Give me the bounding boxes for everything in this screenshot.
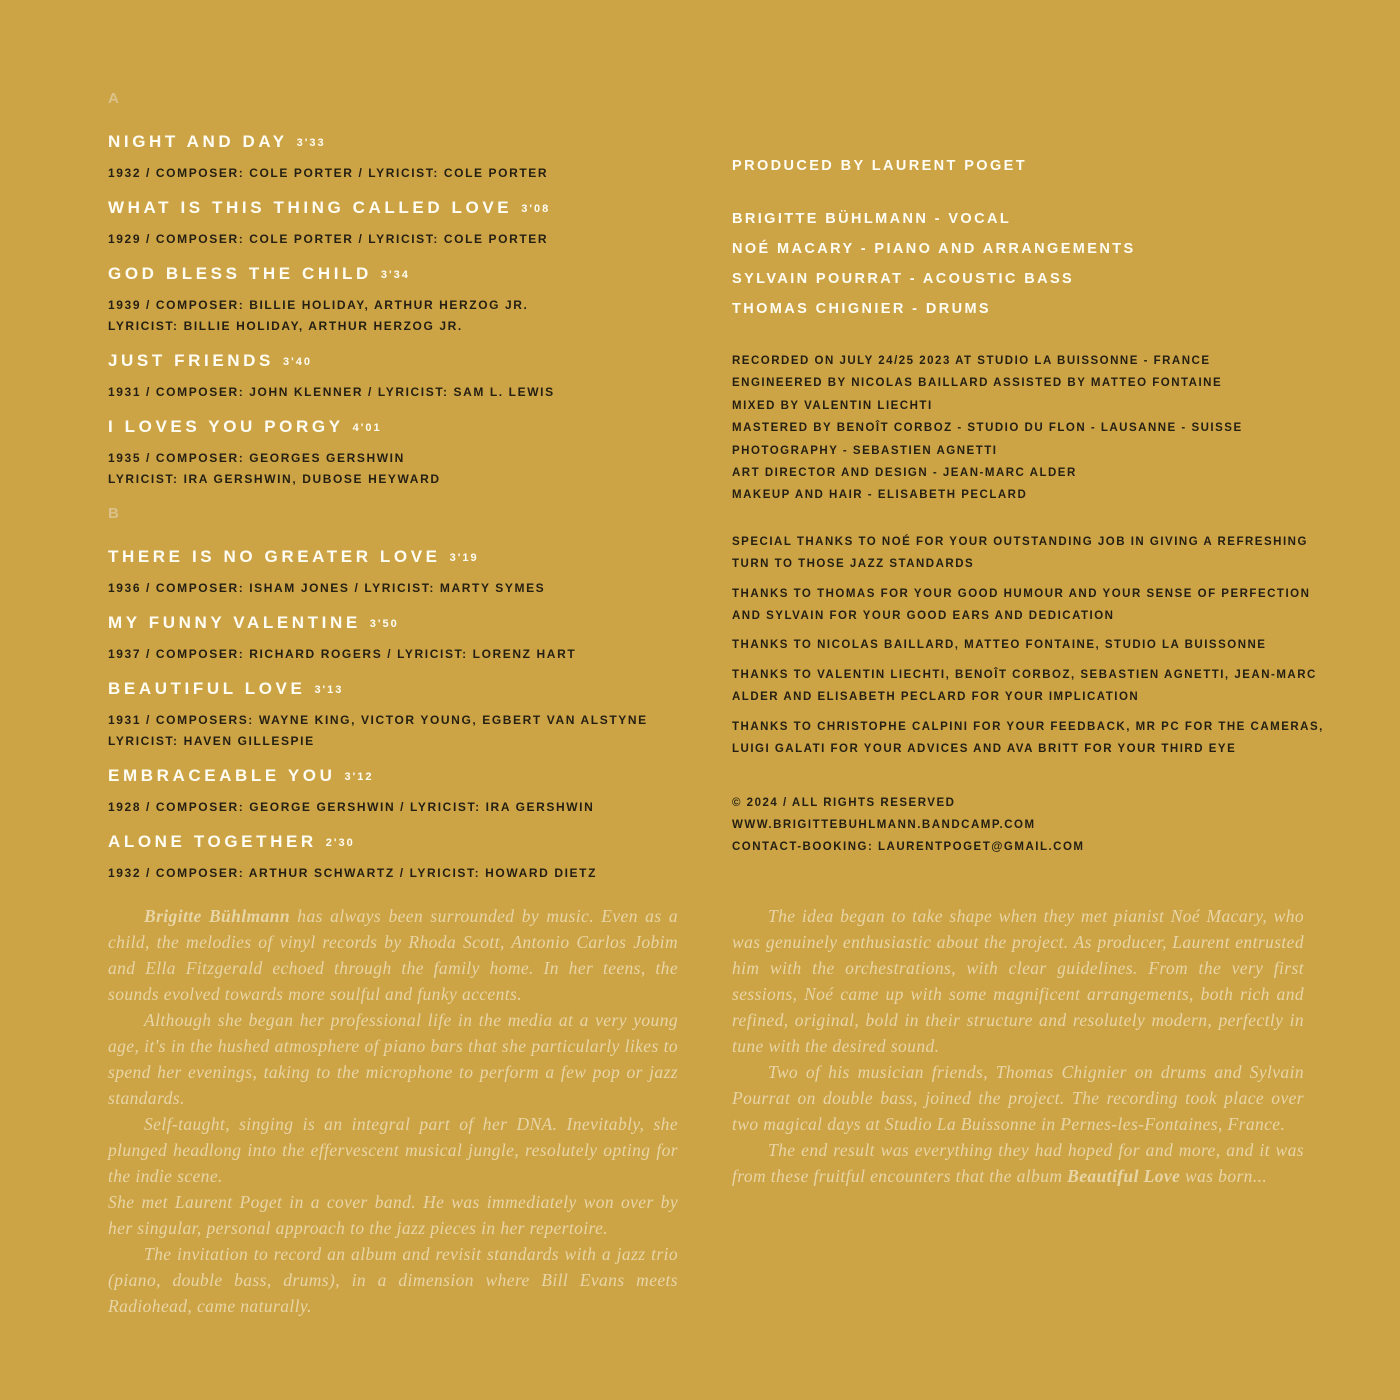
track-detail: 1936 / COMPOSER: ISHAM JONES / LYRICIST: MARTY SYMES	[108, 581, 546, 595]
thanks-section	[732, 531, 1332, 761]
side-a-label: A	[108, 90, 122, 107]
bio-text: has always been surrounded by music. Even as a child, the melodies of vinyl records by Rhoda Scott, Antonio Carlos Jobim and Ella Fitzgerald echoed through the family home. In her teens, the sounds evolved towards more soulful and funky accents.	[108, 906, 679, 1004]
bio-paragraph: The invitation to record an album and revisit standards with a jazz trio (piano, double bass, drums), in a dimension where Bill Evans meets Radiohead, came naturally.	[108, 1244, 678, 1316]
track-title	[108, 418, 693, 438]
thanks-paragraph: SPECIAL THANKS TO NOÉ FOR YOUR OUTSTANDING JOB IN GIVING A REFRESHING TURN TO THOSE JAZZ STANDARDS	[732, 535, 1308, 571]
website-line: WWW.BRIGITTEBUHLMANN.BANDCAMP.COM	[732, 818, 1036, 831]
production-credit-line: MASTERED BY BENOÎT CORBOZ - STUDIO DU FLON - LAUSANNE - SUISSE	[732, 422, 1243, 435]
track-item	[108, 548, 693, 599]
track-item	[108, 418, 693, 490]
artist-bio-right	[732, 903, 1304, 1189]
artist-bio-left	[108, 903, 678, 1319]
track-title-text: BEAUTIFUL LOVE	[108, 679, 306, 698]
legal-section	[732, 792, 1332, 859]
track-duration: 4'01	[352, 422, 382, 434]
credits	[732, 158, 1332, 859]
production-credit-line: ENGINEERED BY NICOLAS BAILLARD ASSISTED BY MATTEO FONTAINE	[732, 377, 1223, 390]
track-detail: 1931 / COMPOSER: JOHN KLENNER / LYRICIST: SAM L. LEWIS	[108, 385, 555, 399]
track-detail: 1928 / COMPOSER: GEORGE GERSHWIN / LYRICIST: IRA GERSHWIN	[108, 800, 595, 814]
side-b-label: B	[108, 505, 122, 522]
track-detail: 1935 / COMPOSER: GEORGES GERSHWIN	[108, 451, 405, 465]
track-item	[108, 199, 693, 250]
bio-text: was born...	[1180, 1166, 1268, 1186]
track-item	[108, 614, 693, 665]
track-detail: LYRICIST: HAVEN GILLESPIE	[108, 734, 315, 748]
bio-paragraph	[108, 903, 678, 1007]
track-title-text: THERE IS NO GREATER LOVE	[108, 547, 441, 566]
thanks-paragraph: THANKS TO VALENTIN LIECHTI, BENOÎT CORBOZ, SEBASTIEN AGNETTI, JEAN-MARC ALDER AND ELISABETH PECLARD FOR YOUR IMPLICATION	[732, 668, 1317, 704]
track-title	[108, 352, 693, 372]
track-title	[108, 614, 693, 634]
track-title	[108, 199, 693, 219]
track-detail: 1929 / COMPOSER: COLE PORTER / LYRICIST: COLE PORTER	[108, 232, 549, 246]
track-duration: 3'34	[380, 269, 410, 281]
track-item	[108, 133, 693, 184]
track-detail: 1939 / COMPOSER: BILLIE HOLIDAY, ARTHUR HERZOG JR.	[108, 298, 529, 312]
track-title	[108, 767, 693, 787]
track-title-text: GOD BLESS THE CHILD	[108, 264, 372, 283]
track-duration: 3'50	[369, 618, 399, 630]
track-title-text: ALONE TOGETHER	[108, 832, 317, 851]
track-detail: 1931 / COMPOSERS: WAYNE KING, VICTOR YOUNG, EGBERT VAN ALSTYNE	[108, 713, 648, 727]
track-detail: 1932 / COMPOSER: ARTHUR SCHWARTZ / LYRICIST: HOWARD DIETZ	[108, 866, 598, 880]
track-item	[108, 833, 693, 884]
track-detail: 1937 / COMPOSER: RICHARD ROGERS / LYRICIST: LORENZ HART	[108, 647, 577, 661]
track-title-text: EMBRACEABLE YOU	[108, 766, 336, 785]
bio-paragraph: She met Laurent Poget in a cover band. He was immediately won over by her singular, personal approach to the jazz pieces in her repertoire.	[108, 1192, 678, 1238]
personnel-list	[732, 204, 1332, 324]
produced-by-line: PRODUCED BY LAURENT POGET	[732, 158, 1027, 174]
personnel-line: THOMAS CHIGNIER - DRUMS	[732, 301, 991, 317]
bio-text: The end result was everything they had hoped for and more, and it was from these fruitful encounters that the album	[732, 1140, 1304, 1186]
track-title	[108, 833, 693, 853]
bio-paragraph	[732, 1137, 1304, 1189]
track-item	[108, 767, 693, 818]
track-duration: 3'12	[344, 771, 374, 783]
track-title-text: WHAT IS THIS THING CALLED LOVE	[108, 198, 513, 217]
artist-name: Brigitte Bühlmann	[144, 906, 290, 926]
track-duration: 3'08	[521, 203, 551, 215]
track-duration: 3'33	[296, 137, 326, 149]
production-credit-line: RECORDED ON JULY 24/25 2023 AT STUDIO LA BUISSONNE - FRANCE	[732, 355, 1211, 367]
personnel-line: BRIGITTE BÜHLMANN - VOCAL	[732, 211, 1012, 227]
track-detail: LYRICIST: IRA GERSHWIN, DUBOSE HEYWARD	[108, 472, 441, 486]
tracklist	[108, 90, 693, 899]
track-duration: 2'30	[325, 837, 355, 849]
bio-paragraph: Although she began her professional life in the media at a very young age, it's in the hushed atmosphere of piano bars that she particularly likes to spend her evenings, taking to the microphone to perform a few pop or jazz standards.	[108, 1010, 678, 1108]
album-title: Beautiful Love	[1067, 1166, 1181, 1186]
thanks-paragraph: THANKS TO CHRISTOPHE CALPINI FOR YOUR FEEDBACK, MR PC FOR THE CAMERAS, LUIGI GALATI FOR YOUR ADVICES AND AVA BRITT FOR YOUR THIRD EYE	[732, 720, 1324, 756]
production-credit-line: ART DIRECTOR AND DESIGN - JEAN-MARC ALDER	[732, 467, 1077, 480]
thanks-paragraph: THANKS TO THOMAS FOR YOUR GOOD HUMOUR AND YOUR SENSE OF PERFECTION AND SYLVAIN FOR YOUR GOOD EARS AND DEDICATION	[732, 587, 1311, 623]
personnel-line: NOÉ MACARY - PIANO AND ARRANGEMENTS	[732, 241, 1136, 257]
contact-booking-line: CONTACT-BOOKING: LAURENTPOGET@GMAIL.COM	[732, 841, 1085, 854]
track-item	[108, 352, 693, 403]
track-title	[108, 548, 693, 568]
track-title	[108, 265, 693, 285]
track-title-text: MY FUNNY VALENTINE	[108, 613, 361, 632]
track-duration: 3'13	[314, 684, 344, 696]
track-item	[108, 265, 693, 337]
track-title-text: I LOVES YOU PORGY	[108, 417, 344, 436]
track-title	[108, 680, 693, 700]
track-duration: 3'19	[449, 552, 479, 564]
personnel-line: SYLVAIN POURRAT - ACOUSTIC BASS	[732, 271, 1075, 287]
production-credit-line: PHOTOGRAPHY - SEBASTIEN AGNETTI	[732, 444, 998, 457]
bio-paragraph: Two of his musician friends, Thomas Chignier on drums and Sylvain Pourrat on double bass, joined the project. The recording took place over two magical days at Studio La Buissonne in Pernes-les-Fontaines, France.	[732, 1062, 1304, 1134]
copyright-line: © 2024 / ALL RIGHTS RESERVED	[732, 796, 956, 809]
track-item	[108, 680, 693, 752]
thanks-paragraph: THANKS TO NICOLAS BAILLARD, MATTEO FONTAINE, STUDIO LA BUISSONNE	[732, 639, 1267, 652]
track-title	[108, 133, 693, 153]
track-duration: 3'40	[283, 356, 312, 368]
track-detail: LYRICIST: BILLIE HOLIDAY, ARTHUR HERZOG JR.	[108, 319, 463, 333]
track-title-text: JUST FRIENDS	[108, 351, 274, 370]
production-credit-line: MIXED BY VALENTIN LIECHTI	[732, 399, 933, 412]
bio-paragraph: Self-taught, singing is an integral part of her DNA. Inevitably, she plunged headlong into the effervescent musical jungle, resolutely opting for the indie scene.	[108, 1114, 678, 1186]
track-title-text: NIGHT AND DAY	[108, 132, 288, 151]
production-credits	[732, 350, 1332, 507]
bio-paragraph: The idea began to take shape when they met pianist Noé Macary, who was genuinely enthusiastic about the project. As producer, Laurent entrusted him with the orchestrations, with clear guidelines. From the very first sessions, Noé came up with some magnificent arrangements, both rich and refined, original, bold in their structure and resolutely modern, perfectly in tune with the desired sound.	[732, 906, 1304, 1056]
production-credit-line: MAKEUP AND HAIR - ELISABETH PECLARD	[732, 489, 1028, 502]
track-detail: 1932 / COMPOSER: COLE PORTER / LYRICIST: COLE PORTER	[108, 166, 549, 180]
